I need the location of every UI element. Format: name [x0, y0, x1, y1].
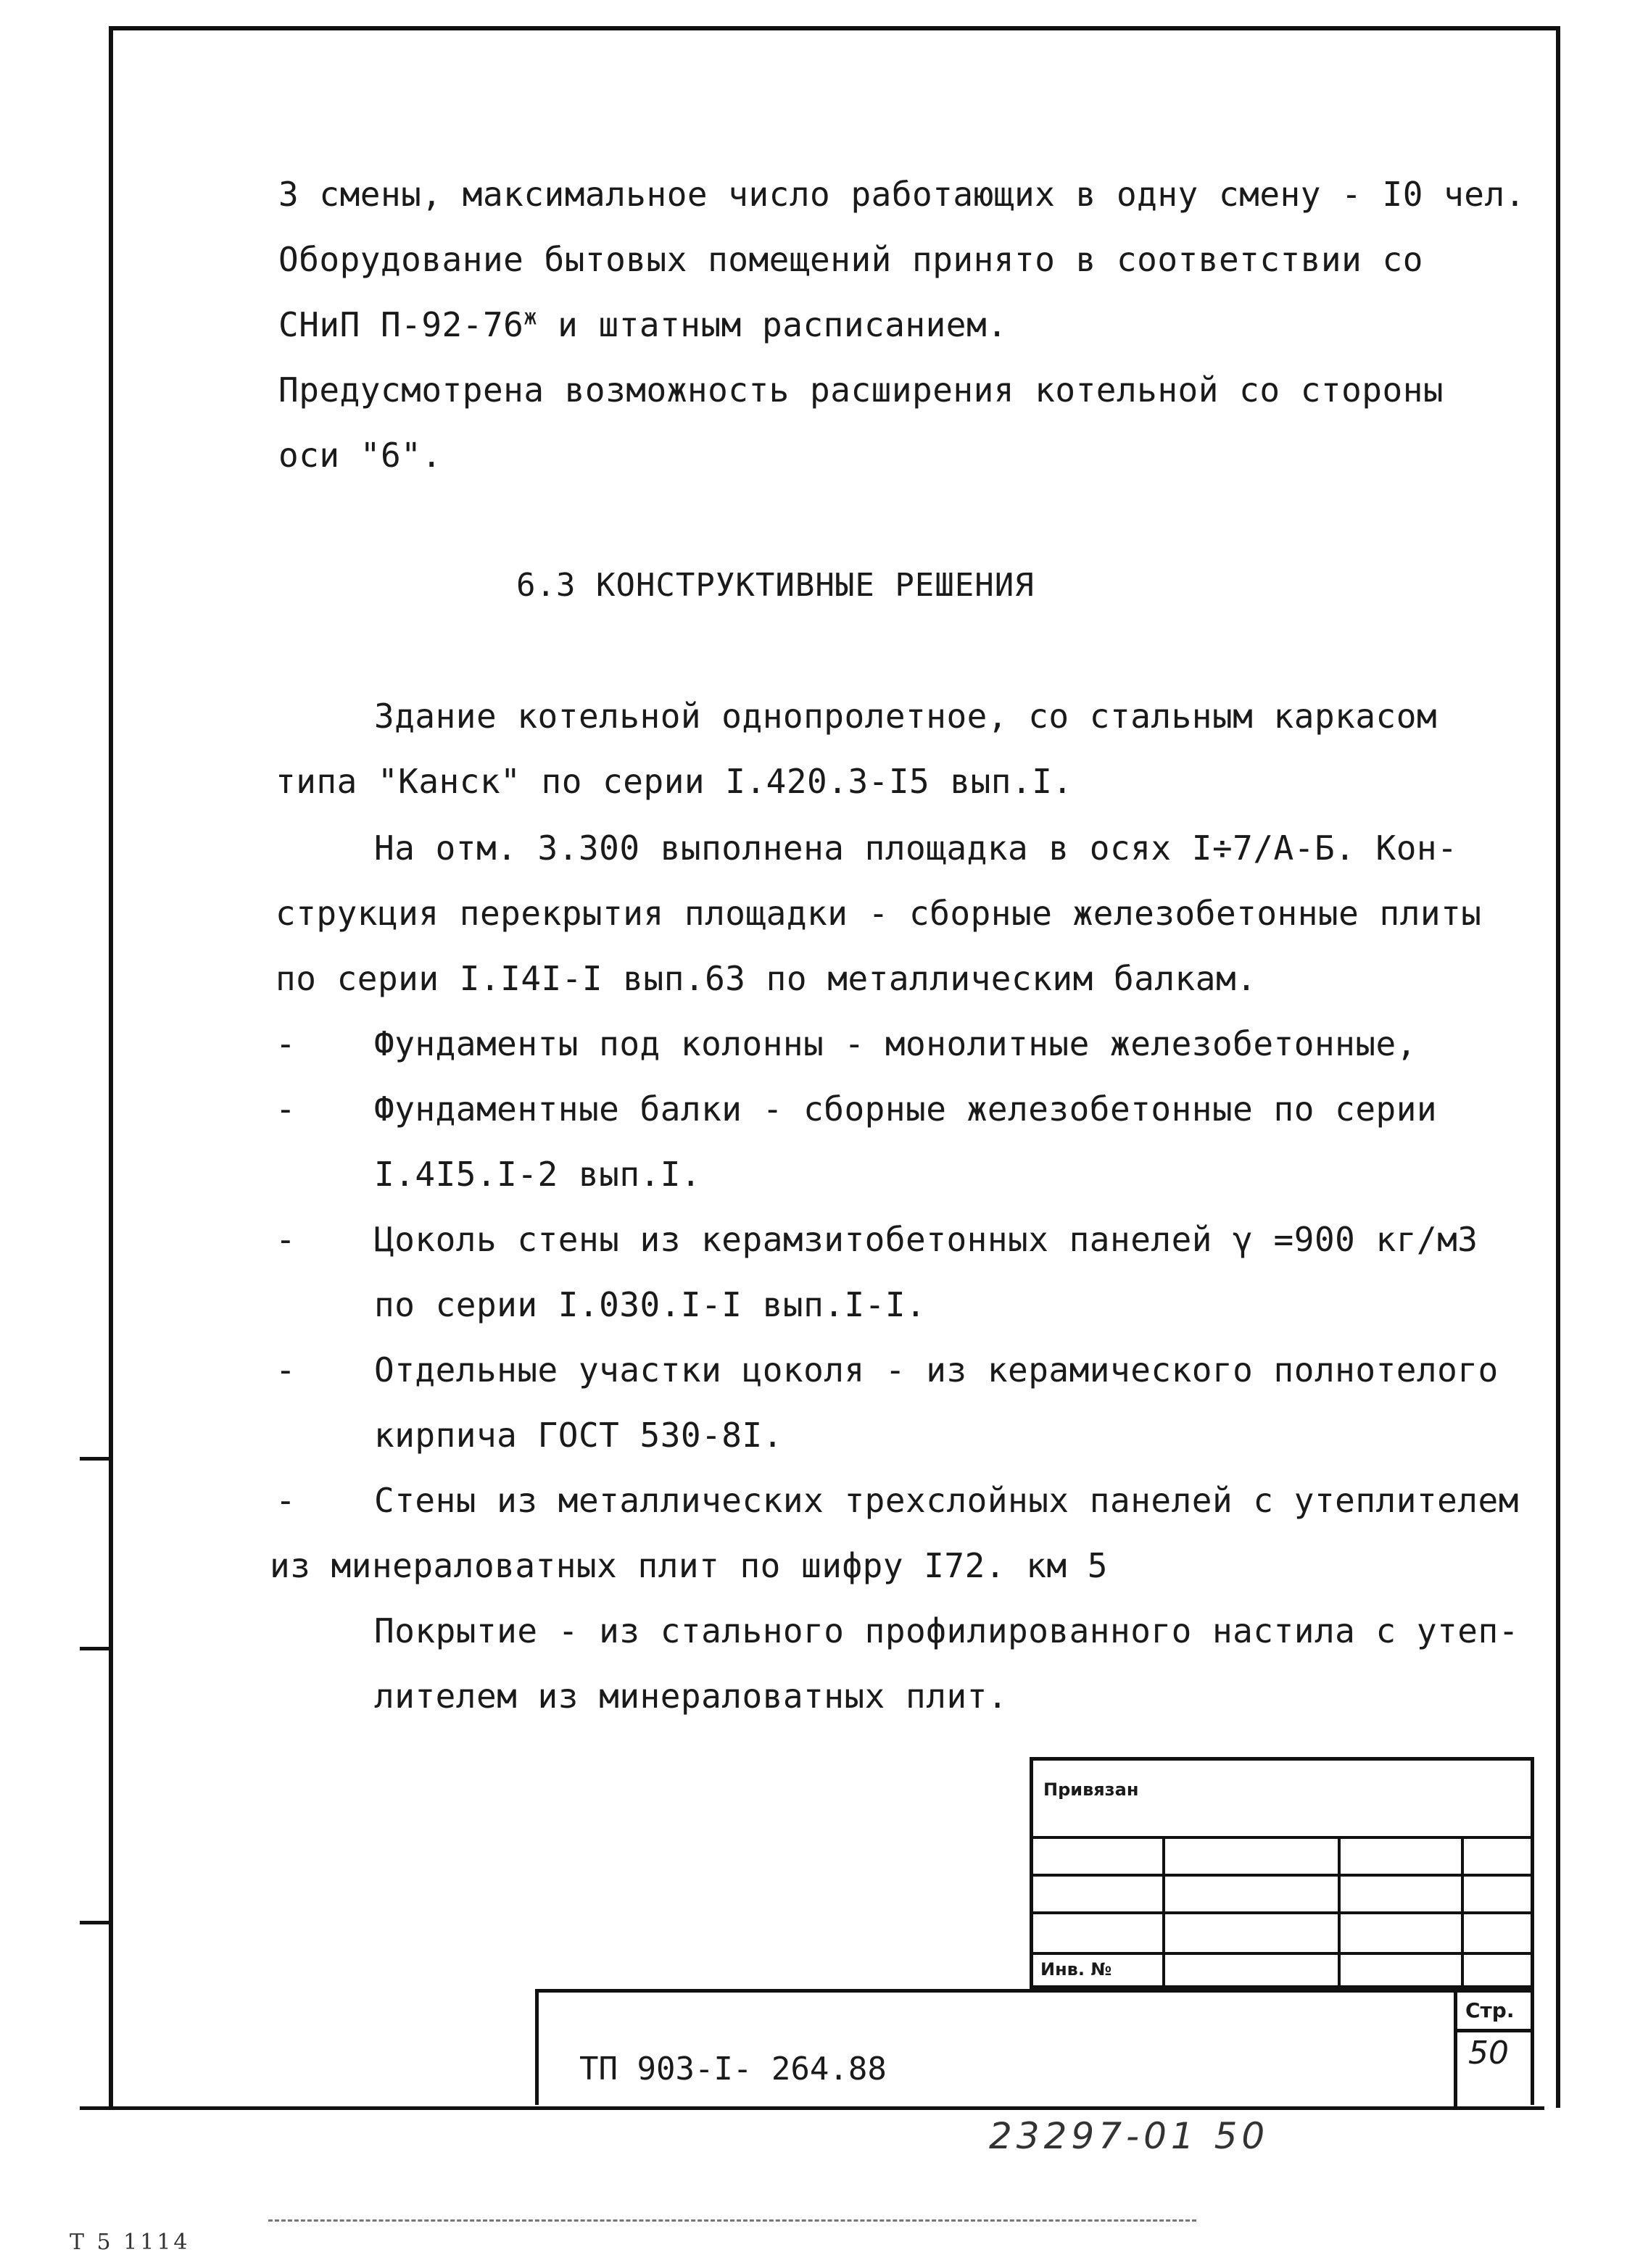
stamp-row-line — [1033, 1911, 1531, 1914]
text-line: типа "Канск" по серии I.420.3-I5 вып.I. — [276, 762, 1073, 801]
list-item-text: Фундаменты под колонны - монолитные железобетонные, — [374, 1024, 1417, 1063]
list-item-text: из минераловатных плит по шифру I72. км 5 — [270, 1546, 1108, 1585]
margin-tick — [80, 1647, 113, 1650]
text-line: Предусмотрена возможность расширения котельной со стороны — [278, 370, 1444, 410]
margin-tick — [80, 1921, 113, 1924]
bound-label: Привязан — [1043, 1779, 1139, 1800]
stamp-lower-block — [535, 1989, 1534, 2105]
text-line: Оборудование бытовых помещений принято в соответствии со — [278, 240, 1423, 279]
text-line: Здание котельной однопролетное, со стальным каркасом — [374, 697, 1438, 736]
stamp-col-line — [1338, 1836, 1341, 1993]
list-item-text: Фундаментные балки - сборные железобетонные по серии — [374, 1089, 1438, 1129]
footer-mark: Т 5 1114 — [70, 2230, 191, 2255]
list-item-text: I.4I5.I-2 вып.I. — [374, 1155, 702, 1194]
footer-rule — [268, 2219, 1196, 2222]
text-line: 3 смены, максимальное число работающих в одну смену - I0 чел. — [278, 175, 1525, 214]
section-title: 6.3 КОНСТРУКТИВНЫЕ РЕШЕНИЯ — [516, 567, 1035, 604]
text-line: струкция перекрытия площадки - сборные железобетонные плиты — [276, 894, 1482, 933]
inventory-label: Инв. № — [1040, 1959, 1112, 1980]
stamp-col-line — [1454, 1993, 1457, 2109]
stamp-upper-block — [1030, 1757, 1534, 1989]
stamp-col-line — [1461, 1836, 1464, 1993]
stamp-row-line — [1033, 1952, 1531, 1955]
stamp-row-line — [1033, 1874, 1531, 1877]
text-line: по серии I.I4I-I вып.63 по металлическим балкам. — [276, 959, 1257, 998]
list-bullet: - — [276, 1220, 296, 1259]
list-bullet: - — [276, 1350, 296, 1390]
page-label: Стр. — [1465, 1998, 1515, 2022]
stamp-row-line — [1454, 2029, 1531, 2032]
stamp-row-line — [1033, 1836, 1531, 1839]
text-line: лителем из минераловатных плит. — [374, 1677, 1009, 1716]
text-line: оси "6". — [278, 436, 442, 475]
text-fragment: и штатным расписанием. — [558, 305, 1008, 344]
list-bullet: - — [276, 1024, 296, 1063]
list-bullet: - — [276, 1089, 296, 1129]
page-number: 50 — [1468, 2035, 1509, 2072]
text-line: Покрытие - из стального профилированного настила с утеп- — [374, 1611, 1519, 1650]
document-code: ТП 903-I- 264.88 — [579, 2051, 887, 2088]
handwritten-number: 23297-01 50 — [989, 2115, 1270, 2157]
snip-superscript: ж — [523, 304, 537, 331]
list-item-text: по серии I.030.I-I вып.I-I. — [374, 1285, 927, 1324]
text-line: На отм. 3.300 выполнена площадка в осях I÷7/А-Б. Кон- — [374, 828, 1458, 868]
list-item-text: Стены из металлических трехслойных панелей с утеплителем — [374, 1481, 1519, 1520]
stamp-col-line — [1162, 1836, 1165, 1993]
list-bullet: - — [276, 1481, 296, 1520]
text-line — [278, 304, 1007, 345]
list-item-text: Отдельные участки цоколя - из керамического полнотелого — [374, 1350, 1499, 1390]
snip-reference: СНиП П-92-76 — [278, 305, 524, 344]
frame-bottom-line — [80, 2106, 1544, 2110]
list-item-text: кирпича ГОСТ 530-8I. — [374, 1416, 783, 1455]
margin-tick — [80, 1457, 113, 1461]
list-item-text: Цоколь стены из керамзитобетонных панелей γ =900 кг/м3 — [374, 1220, 1478, 1259]
